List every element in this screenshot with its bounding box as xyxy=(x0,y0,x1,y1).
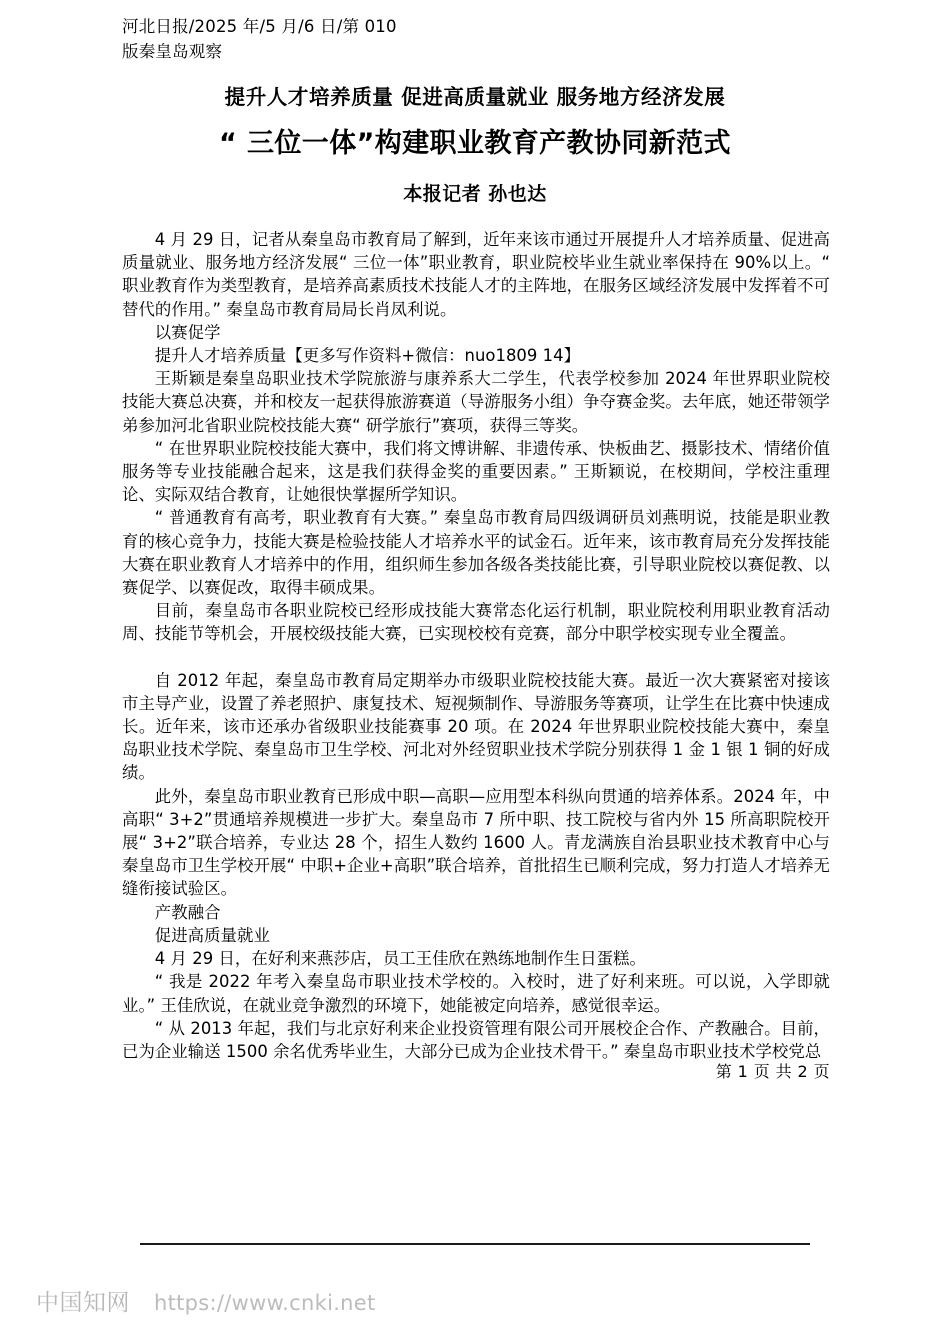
masthead-line-1: 河北日报/2025 年/5 月/6 日/第 010 xyxy=(122,17,397,36)
paragraph: 目前，秦皇岛市各职业院校已经形成技能大赛常态化运行机制，职业院校利用职业教育活动周、技能节等机会，开展校级技能大赛，已实现校校有竞赛，部分中职学校实现专业全覆盖。 xyxy=(122,601,830,644)
paragraph: 4 月 29 日，记者从秦皇岛市教育局了解到，近年来该市通过开展提升人才培养质量、促进高质量就业、服务地方经济发展“ 三位一体”职业教育，职业院校毕业生就业率保持在 90%以上。“ 职业教育作为类型教育，是培养高素质技术技能人才的主阵地，在服务区域经济发展中发挥着不可替代的作用。” 秦皇岛市教育局局长肖凤利说。 xyxy=(122,230,830,319)
cnki-url-label: https://www.cnki.net xyxy=(154,1291,376,1315)
masthead xyxy=(122,14,552,64)
section-subhead-yisaicuxue: 以赛促学 xyxy=(154,322,221,342)
paragraph: 此外，秦皇岛市职业教育已形成中职—高职—应用型本科纵向贯通的培养体系。2024 年，中高职“ 3+2”贯通培养规模进一步扩大。秦皇岛市 7 所中职、技工院校与省内外 15 所高职院校开展“ 3+2”联合培养，专业达 28 个，招生人数约 1600 人。青龙满族自治县职业技术教育中心与秦皇岛市卫生学校开展“ 中职+企业+高职”联合培养，首批招生已顺利完成，努力打造人才培养无缝衔接试验区。 xyxy=(122,786,830,899)
section-subhead-cujin: 促进高质量就业 xyxy=(154,925,270,945)
paragraph: “ 我是 2022 年考入秦皇岛市职业技术学校的。入校时，进了好利来班。可以说，入学即就业。” 王佳欣说，在就业竞争激烈的环境下，她能被定向培养，感觉很幸运。 xyxy=(122,972,830,1015)
paragraph: 自 2012 年起，秦皇岛市教育局定期举办市级职业院校技能大赛。最近一次大赛紧密对接该市主导产业，设置了养老照护、康复技术、短视频制作、导游服务等赛项，让学生在比赛中快速成长。近年来，该市还承办省级职业技能赛事 20 项。在 2024 年世界职业院校技能大赛中，秦皇岛职业技术学院、秦皇岛市卫生学校、河北对外经贸职业技术学院分别获得 1 金 1 银 1 铜的好成绩。 xyxy=(122,670,830,783)
cnki-brand-label: 中国知网 xyxy=(36,1290,130,1316)
paragraph: “ 从 2013 年起，我们与北京好利来企业投资管理有限公司开展校企合作、产教融合。目前，已为企业输送 1500 余名优秀毕业生，大部分已成为企业技术骨干。” 秦皇岛市职业技术学校党总 xyxy=(122,1018,830,1061)
paragraph-spacer xyxy=(122,646,830,669)
masthead-line-2: 版秦皇岛观察 xyxy=(122,42,223,61)
section-subhead-chanjiaoronghe: 产教融合 xyxy=(154,902,221,922)
page-title: “ 三位一体”构建职业教育产教协同新范式 xyxy=(219,128,731,159)
paragraph: 4 月 29 日，在好利来燕莎店，员工王佳欣在熟练地制作生日蛋糕。 xyxy=(154,949,646,969)
paragraph: “ 普通教育有高考，职业教育有大赛。” 秦皇岛市教育局四级调研员刘燕明说，技能是职业教育的核心竞争力，技能大赛是检验技能人才培养水平的试金石。近年来，该市教育局充分发挥技能大赛在职业教育人才培养中的作用，组织师生参加各级各类技能比赛，引导职业院校以赛促教、以赛促学、以赛促改，取得丰硕成果。 xyxy=(122,508,830,598)
article-body xyxy=(122,228,830,1063)
section-subhead-insert-note: 提升人才培养质量【更多写作资料+微信：nuo1809 14】 xyxy=(154,346,581,366)
article-byline: 本报记者 孙也达 xyxy=(403,183,547,205)
paragraph: 王斯颖是秦皇岛职业技术学院旅游与康养系大二学生，代表学校参加 2024 年世界职业院校技能大赛总决赛，并和校友一起获得旅游赛道（导游服务小组）争夺赛金奖。去年底，她还带领学弟参加河北省职业院校技能大赛“ 研学旅行”赛项，获得三等奖。 xyxy=(122,369,830,435)
paragraph: “ 在世界职业院校技能大赛中，我们将文博讲解、非遗传承、快板曲艺、摄影技术、情绪价值服务等专业技能融合起来，这是我们获得金奖的重要因素。” 王斯颖说，在校期间，学校注重理论、实际双结合教育，让她很快掌握所学知识。 xyxy=(122,438,830,505)
page-number: 第 1 页 共 2 页 xyxy=(715,1062,830,1081)
footer-divider xyxy=(140,1243,810,1245)
article-kicker: 提升人才培养质量 促进高质量就业 服务地方经济发展 xyxy=(224,85,726,109)
cnki-watermark xyxy=(36,1288,376,1318)
